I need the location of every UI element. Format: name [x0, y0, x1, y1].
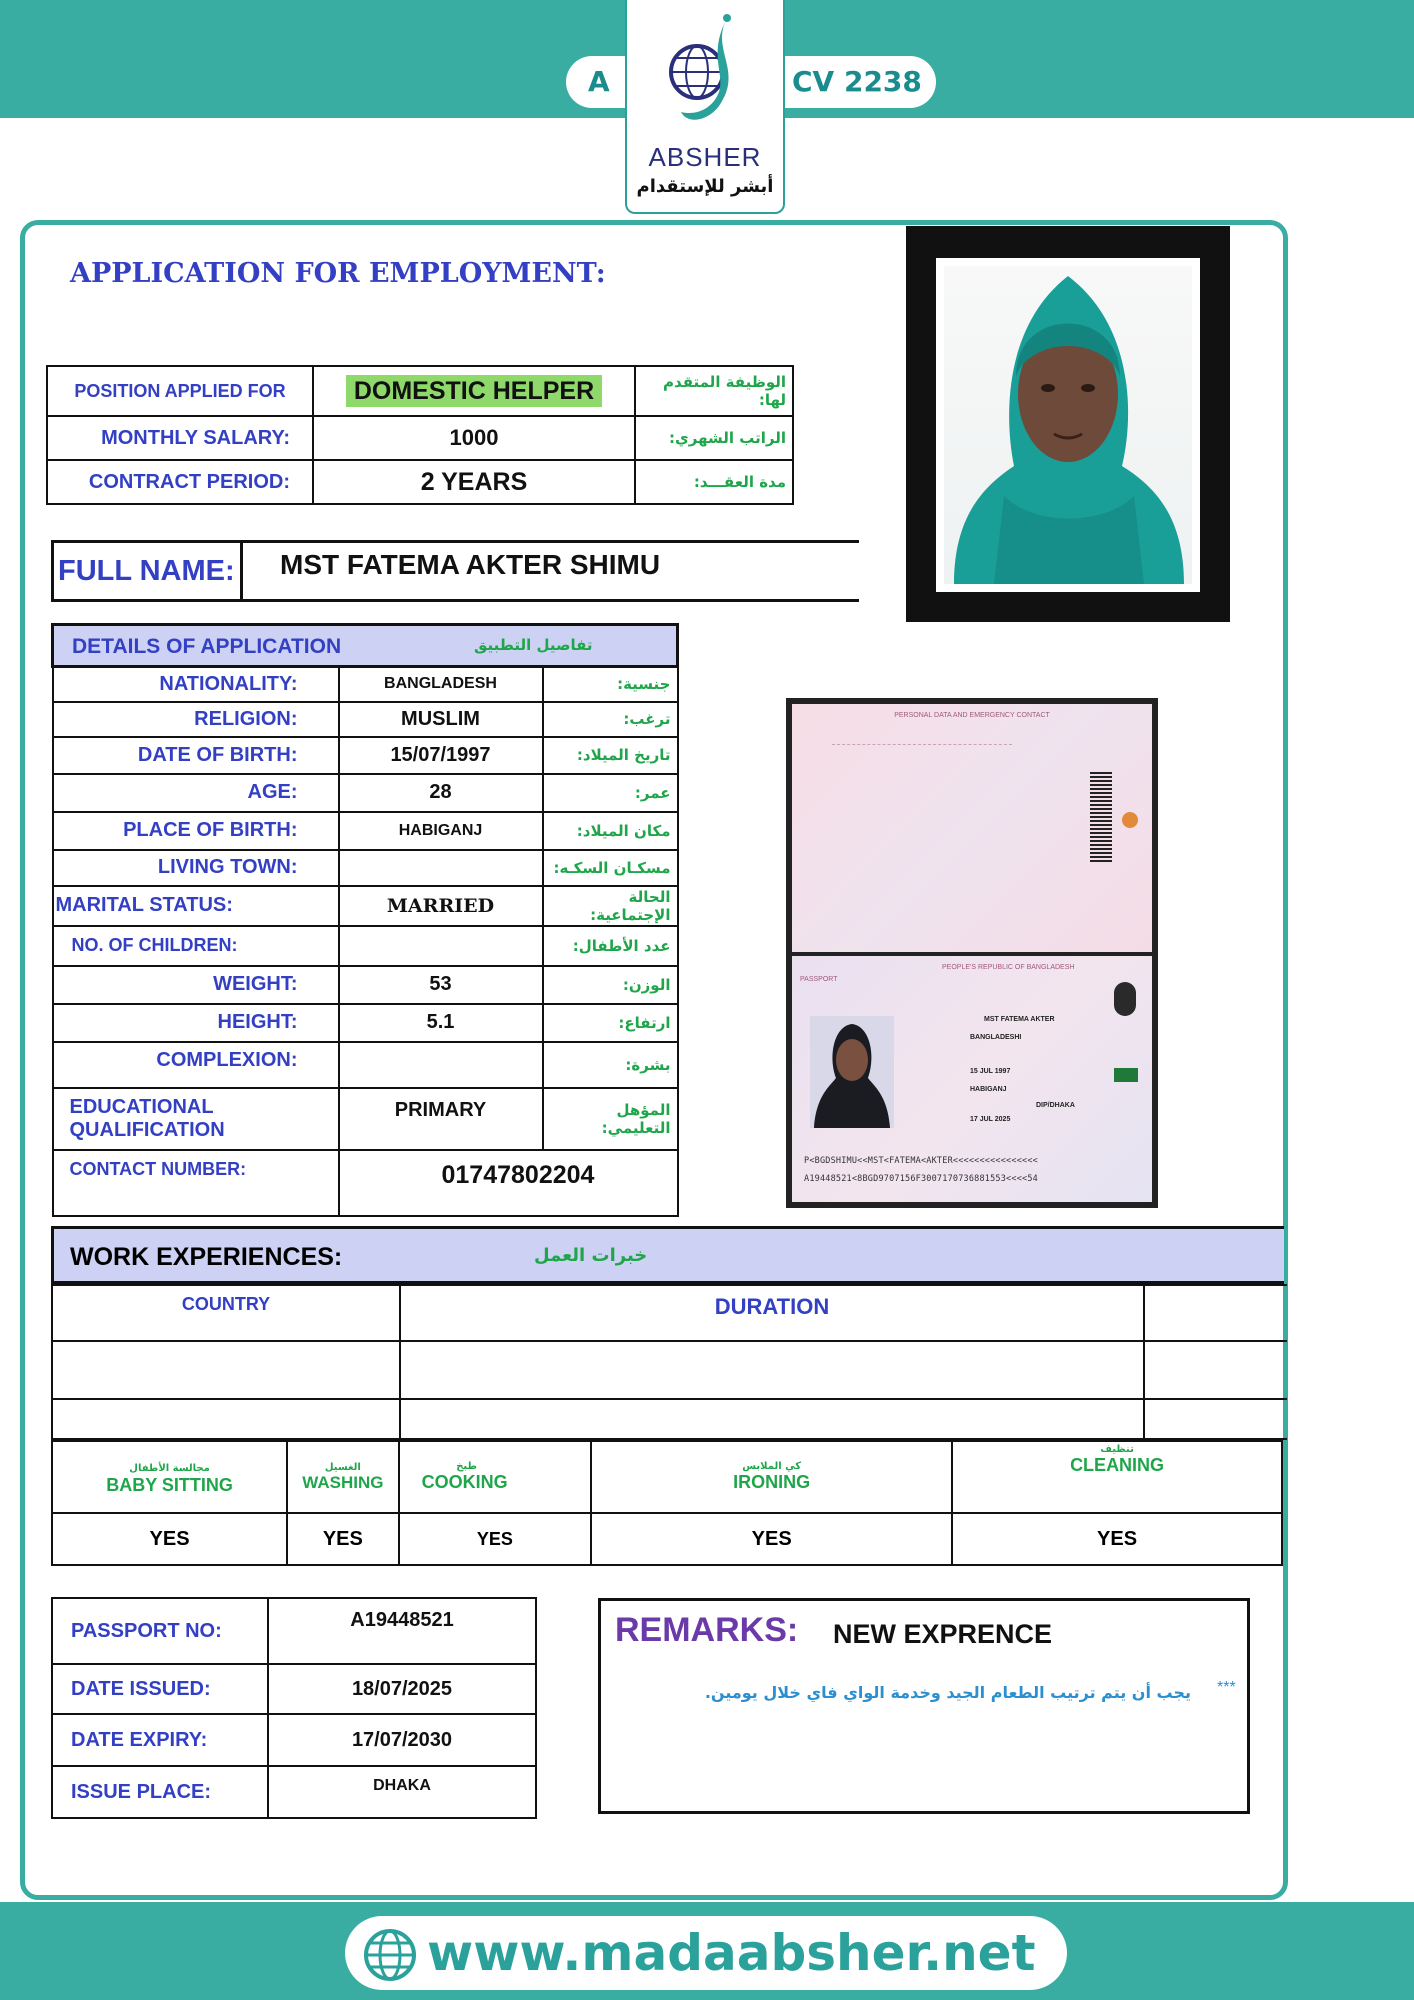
skill-value: YES	[399, 1513, 592, 1565]
work-duration-cell	[400, 1341, 1144, 1399]
weight-arabic: الوزن:	[543, 966, 678, 1004]
passport-authority: DIP/DHAKA	[1036, 1102, 1075, 1109]
contract-value: 2 YEARS	[313, 460, 635, 504]
skill-cooking	[399, 1441, 592, 1513]
skill-arabic: الغسيل	[324, 1461, 361, 1473]
position-value: DOMESTIC HELPER	[346, 375, 602, 407]
passport-mrz-line-1: P<BGDSHIMU<<MST<FATEMA<AKTER<<<<<<<<<<<<<<<<	[804, 1156, 1038, 1166]
date-issued-label: DATE ISSUED:	[52, 1664, 268, 1714]
work-extra-cell	[1144, 1341, 1287, 1399]
skill-value: YES	[952, 1513, 1282, 1565]
position-label: POSITION APPLIED FOR	[47, 366, 313, 416]
detail-row	[53, 1088, 678, 1150]
weight-label: WEIGHT:	[53, 966, 339, 1004]
detail-row	[53, 774, 678, 812]
detail-row	[53, 737, 678, 774]
form-title: APPLICATION FOR EMPLOYMENT:	[70, 258, 606, 289]
detail-row	[53, 1042, 678, 1088]
skill-washing	[287, 1441, 398, 1513]
contract-row	[47, 460, 793, 504]
marital-label: MARITAL STATUS:	[53, 886, 339, 926]
passport-page-header: PERSONAL DATA AND EMERGENCY CONTACT	[894, 712, 1050, 719]
complexion-arabic: بشرة:	[543, 1042, 678, 1088]
skill-value: YES	[52, 1513, 287, 1565]
contact-label: CONTACT NUMBER:	[53, 1150, 339, 1216]
nationality-label: NATIONALITY:	[53, 667, 339, 702]
detail-row	[53, 850, 678, 886]
passport-photo	[810, 1016, 894, 1128]
complexion-value	[339, 1042, 543, 1088]
skill-label: CLEANING	[1070, 1455, 1165, 1475]
position-row	[47, 366, 793, 416]
cv-number-pill	[760, 56, 936, 108]
full-name-label: FULL NAME:	[58, 555, 235, 587]
contract-arabic: مدة العقـــد:	[635, 460, 793, 504]
skills-header-row	[52, 1441, 1283, 1513]
passport-data-page	[792, 704, 1152, 952]
work-title: WORK EXPERIENCES:	[70, 1243, 343, 1271]
detail-row	[53, 702, 678, 737]
cv-number: CV 2238	[792, 65, 922, 98]
passport-flag-icon	[1114, 1068, 1138, 1082]
height-arabic: ارتفاع:	[543, 1004, 678, 1042]
passport-mrz-line-2: A19448521<8BGD9707156F3007170736881553<<<<54	[804, 1174, 1038, 1184]
applicant-portrait-icon	[944, 266, 1192, 584]
skill-label: IRONING	[733, 1472, 811, 1492]
skill-ironing	[591, 1441, 952, 1513]
work-header-row	[52, 1285, 1287, 1341]
issue-place-value: DHAKA	[268, 1766, 536, 1818]
living-town-arabic: مسكـان السكـه:	[543, 850, 678, 886]
pob-value: HABIGANJ	[339, 812, 543, 850]
full-name-box	[51, 540, 859, 602]
passport-nationality: BANGLADESHI	[970, 1034, 1022, 1041]
nationality-value: BANGLADESH	[339, 667, 543, 702]
remarks-value: NEW EXPRENCE	[833, 1619, 1053, 1649]
position-arabic: الوظيفة المتقدم لها:	[635, 366, 793, 416]
detail-row	[53, 966, 678, 1004]
passport-row	[52, 1664, 536, 1714]
website-url[interactable]: www.madaabsher.net	[427, 1924, 1036, 1982]
skill-arabic: مجالسة الأطفال	[129, 1463, 210, 1474]
passport-seal-icon	[1122, 812, 1138, 828]
passport-dob: 15 JUL 1997	[970, 1068, 1011, 1075]
passport-no-label: PASSPORT NO:	[52, 1598, 268, 1664]
work-duration-cell	[400, 1399, 1144, 1439]
skill-value: YES	[287, 1513, 398, 1565]
passport-no-value: A19448521	[268, 1598, 536, 1664]
passport-label: PASSPORT	[800, 976, 838, 983]
passport-ghost-photo	[1114, 982, 1136, 1016]
work-row	[52, 1399, 1287, 1439]
passport-country-header: PEOPLE'S REPUBLIC OF BANGLADESH	[942, 964, 1075, 971]
skill-value: YES	[591, 1513, 952, 1565]
passport-place: HABIGANJ	[970, 1086, 1007, 1093]
date-issued-value: 18/07/2025	[268, 1664, 536, 1714]
details-header-cell	[53, 625, 678, 667]
religion-label: RELIGION:	[53, 702, 339, 737]
details-header: DETAILS OF APPLICATION	[72, 635, 342, 658]
absher-logo	[625, 0, 785, 214]
passport-bio-page	[792, 956, 1152, 1202]
nationality-arabic: جنسية:	[543, 667, 678, 702]
living-town-value	[339, 850, 543, 886]
salary-value: 1000	[313, 416, 635, 460]
contract-label: CONTRACT PERIOD:	[47, 460, 313, 504]
detail-row	[53, 886, 678, 926]
age-value: 28	[339, 774, 543, 812]
work-country-cell	[52, 1341, 400, 1399]
full-name-value: MST FATEMA AKTER SHIMU	[280, 549, 661, 580]
details-header-row	[53, 625, 678, 667]
full-name-divider	[240, 543, 243, 599]
globe-icon	[667, 12, 747, 136]
remarks-box	[598, 1598, 1250, 1814]
passport-row	[52, 1766, 536, 1818]
detail-row	[53, 926, 678, 966]
details-table	[51, 623, 679, 1217]
passport-issue-date: 17 JUL 2025	[970, 1116, 1011, 1123]
passport-row	[52, 1714, 536, 1766]
details-header-arabic: تفاصيل التطبيق	[474, 636, 593, 654]
marital-value: MARRIED	[339, 886, 543, 926]
work-extra-cell	[1144, 1399, 1287, 1439]
education-arabic: المؤهل التعليمي:	[543, 1088, 678, 1150]
education-label: EDUCATIONAL QUALIFICATION	[53, 1088, 339, 1150]
contact-value: 01747802204	[339, 1150, 678, 1216]
remarks-stars: ***	[1217, 1679, 1236, 1696]
children-arabic: عدد الأطفال:	[543, 926, 678, 966]
date-expiry-label: DATE EXPIRY:	[52, 1714, 268, 1766]
col-country: COUNTRY	[52, 1285, 400, 1341]
work-header	[51, 1226, 1284, 1284]
skills-value-row	[52, 1513, 1283, 1565]
col-duration: DURATION	[400, 1285, 1144, 1341]
pob-arabic: مكان الميلاد:	[543, 812, 678, 850]
passport-table	[51, 1597, 537, 1819]
passport-name: MST FATEMA AKTER	[984, 1016, 1055, 1023]
detail-row	[53, 667, 678, 702]
detail-row	[53, 1150, 678, 1216]
date-expiry-value: 17/07/2030	[268, 1714, 536, 1766]
weight-value: 53	[339, 966, 543, 1004]
passport-row	[52, 1598, 536, 1664]
children-label: NO. OF CHILDREN:	[53, 926, 339, 966]
dob-arabic: تاريخ الميلاد:	[543, 737, 678, 774]
skill-label: BABY SITTING	[106, 1475, 233, 1495]
dob-label: DATE OF BIRTH:	[53, 737, 339, 774]
position-value-cell	[313, 366, 635, 416]
dob-value: 15/07/1997	[339, 737, 543, 774]
logo-text: ABSHER	[648, 142, 762, 172]
work-row	[52, 1341, 1287, 1399]
remarks-arabic-note: يجب أن يتم ترتيب الطعام الجيد وخدمة الواي فاي خلال يومين.	[704, 1683, 1191, 1702]
marital-arabic: الحالة الإجتماعية:	[543, 886, 678, 926]
skill-arabic: طبخ	[456, 1461, 477, 1472]
salary-arabic: الراتب الشهري:	[635, 416, 793, 460]
skill-label: COOKING	[421, 1472, 508, 1492]
height-value: 5.1	[339, 1004, 543, 1042]
skill-cleaning	[952, 1441, 1282, 1513]
complexion-label: COMPLEXION:	[53, 1042, 339, 1088]
work-table	[51, 1284, 1287, 1440]
religion-value: MUSLIM	[339, 702, 543, 737]
skill-extra-col	[1282, 1441, 1283, 1513]
barcode-icon	[1090, 772, 1112, 862]
skill-label: WASHING	[302, 1472, 384, 1492]
passport-portrait-icon	[810, 1016, 894, 1128]
children-value	[339, 926, 543, 966]
left-code: A	[588, 65, 610, 98]
height-label: HEIGHT:	[53, 1004, 339, 1042]
skill-extra-cell	[1282, 1513, 1283, 1565]
job-info-table	[46, 365, 794, 505]
remarks-label: REMARKS:	[615, 1611, 799, 1649]
globe-icon	[363, 1928, 417, 1982]
detail-row	[53, 1004, 678, 1042]
pob-label: PLACE OF BIRTH:	[53, 812, 339, 850]
work-title-arabic: خبرات العمل	[534, 1245, 648, 1266]
age-arabic: عمر:	[543, 774, 678, 812]
passport-fields	[832, 744, 1012, 865]
skill-arabic: كي الملابس	[742, 1461, 802, 1472]
issue-place-label: ISSUE PLACE:	[52, 1766, 268, 1818]
applicant-photo	[944, 266, 1192, 584]
skill-baby-sitting	[52, 1441, 287, 1513]
age-label: AGE:	[53, 774, 339, 812]
detail-row	[53, 812, 678, 850]
salary-label: MONTHLY SALARY:	[47, 416, 313, 460]
living-town-label: LIVING TOWN:	[53, 850, 339, 886]
salary-row	[47, 416, 793, 460]
education-value: PRIMARY	[339, 1088, 543, 1150]
skill-arabic: تنظيف	[1100, 1444, 1134, 1455]
work-country-cell	[52, 1399, 400, 1439]
website-pill[interactable]	[345, 1916, 1067, 1990]
work-extra-col	[1144, 1285, 1287, 1341]
skills-table	[51, 1440, 1283, 1566]
religion-arabic: ترغب:	[543, 702, 678, 737]
logo-arabic: أبشر للإستقدام	[636, 176, 774, 197]
